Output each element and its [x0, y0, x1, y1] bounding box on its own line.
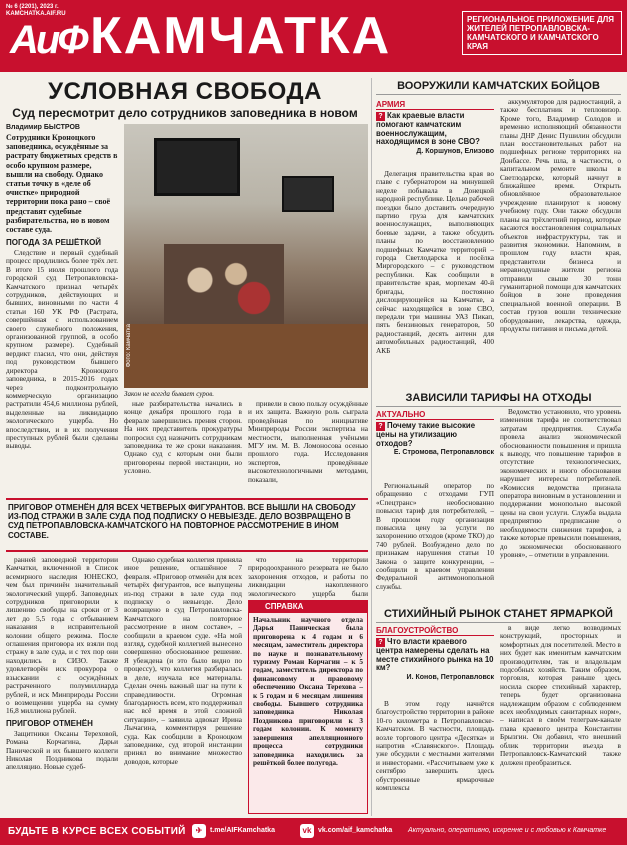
paragraph: Защитники Оксаны Тереховой, Романа Корчагина, Дарьи Панической и их бывшего коллеги Николая Поздникова подали апелляцию. Новые судеб- [6, 728, 118, 772]
footer-tagline: Актуально, оперативно, искренне и с любовью к Камчатке [408, 827, 607, 834]
telegram-link[interactable]: t.me/AIFKamchatka [210, 827, 275, 834]
telegram-icon[interactable]: ✈ [192, 824, 206, 838]
section-head: ПОГОДА ЗА РЕШЁТКОЙ [6, 238, 102, 247]
main-column-1 [6, 235, 118, 495]
tariff-rubric: АКТУАЛЬНО [376, 410, 494, 420]
vk-link[interactable]: vk.com/aif_kamchatka [318, 827, 393, 834]
main-column-3 [248, 400, 368, 498]
question-icon: ? [376, 638, 385, 647]
paragraph: Следствие и первый судебный процесс продлились более трёх лет. В итоге 15 июля прошлого года городской суд Петропавловска-Камчатского признал четырёх сотрудников, действующих и бывших, виновными по части 4 статьи 160 УК РФ (Растрата, совершённая с использованием своего служебного положения, организованной группой, в особо крупном размере). Судебный вердикт гласил, что они, действуя под руководством бывшего директора Кроноцкого заповедника, в 2015-2016 годах через подконтрольную коммерческую организацию растратили 454,6 миллиона рублей, выделенные на ликвидацию экологического ущерба. Но впоследствии, и в их получения преступных рублей были сделаны выводы. [6, 248, 118, 451]
paragraph: Однако судебная коллегия приняла иное решение, оглашённое 7 февраля. «Приговор отменён для всех четырёх фигурантов, все выпущены из-под стражи в зале суда под подписку о невыезде. Дело возвращено в суд Петропавловска-Камчатского на повторное рассмотрение в ином составе», – сообщили в краевом суде. «На мой взгляд, судебной коллегией вынесено совершенно обоснованное решение. Я убеждена (и это было видно по процессу), что коллегия разбиралась в деле, изучала все материалы. Сделан очень важный шаг на пути к справедливости. Огромная благодарность всем, кто поддерживал нас всё время в этой сложной ситуации», – заявила адвокат Ирина Лычагина, комментируя решение суда. Как сообщили в Кроноцком заповеднике, суд второй инстанции принял во внимание множество доводов, которые [124, 556, 242, 766]
tariff-column-2 [500, 408, 621, 604]
newspaper-subtitle: РЕГИОНАЛЬНОЕ ПРИЛОЖЕНИЕ ДЛЯ ЖИТЕЛЕЙ ПЕТРОПАВЛОВСКА-КАМЧАТСКОГО И КАМЧАТСКОГО КРАЯ [462, 11, 622, 55]
main-column-5 [124, 556, 242, 814]
paragraph: Региональный оператор по обращению с отходами ГУП «Спецтранс» необоснованно повысил тариф для потребителей, – В прошлом году организация повысила цену за услуги по захоронению отходов (кроме ТКО) до 740 рублей. Возбуждено дело по признакам нарушения статьи 10 Закона о защите конкуренции, – сообщили в краевом управлении Федеральной антимонопольной службы. [376, 482, 494, 591]
tariff-article-title: ЗАВИСИЛИ ТАРИФЫ НА ОТХОДЫ [376, 392, 621, 407]
main-article-author: Владимир БЫСТРОВ [6, 124, 80, 131]
main-column-4 [6, 556, 118, 814]
market-question: ? Что власти краевого центра намерены сделать на месте стихийного рынка на 10 км? И. Конов, Петропавловск [376, 637, 494, 681]
paragraph: ранней заповедной территории Камчатки, включенной в Список всемирного наследия ЮНЕСКО, чем был причинён значительный экологический ущерб. Заповедных сотрудников приговорили к лишению свободы на сроки от 3 лет до 5,5 года с отбыванием наказания в исправительной колонии общего режима. После оглашения приговора их взяли под стражу в зале суда, и с тех пор они находились в СИЗО. Также удовлетворён иск прокурора о взыскании с осуждённых растраченного полумиллиарда рублей, и иск Минприроды России о возмещении ущерба на сумму 16,8 миллиона рублей. [6, 556, 118, 716]
photo-caption: Закон не всегда бывает суров. [124, 390, 215, 398]
army-rubric: АРМИЯ [376, 100, 494, 110]
main-article-title: УСЛОВНАЯ СВОБОДА [48, 78, 322, 105]
paragraph: Ведомство установило, что уровень изменения тарифа не соответствовал затратам предприятия. Служба провела анализ экономической обоснованности повышения и пришла к выводу, что повышение тарифов в отсутствие технологических, экономических и иного обоснования нарушает интересы потребителей. «Комиссия ведомства признала оператора виновным в установлении и поддержании монопольно высокой цены на свои услуги. Служба выдала предприятию предписание о необходимости снижения тарифов, а также которые превысили повышения, до экономически обоснованного уровня», – отметили в управлении. [500, 408, 621, 559]
paragraph: привели в свою пользу осуждённые и их защита. Важную роль сыграла проведённая по инициативе Минприроды России экспертиза на местности, выполненная учёными МГУ им. М. В. Ломоносова осенью прошлого года. Исследования экспертов, проведённые высокотехнологичными методами, показали, [248, 400, 368, 484]
paragraph: что на территории природоохранного резервата не было захоронения отходов, и работы по ликвидации накопленного экологического ущерба были [248, 556, 368, 598]
question-icon: ? [376, 112, 385, 121]
newspaper-title: КАМЧАТКА [90, 7, 392, 65]
video-screen-secondary [282, 176, 334, 212]
info-box-title: СПРАВКА [249, 601, 367, 613]
question-author: Е. Стромова, Петропавловск [393, 449, 494, 457]
tariff-column-1 [376, 482, 494, 604]
pull-quote: ПРИГОВОР ОТМЕНЁН ДЛЯ ВСЕХ ЧЕТВЕРЫХ ФИГУРАНТОВ. ВСЕ ВЫШЛИ НА СВОБОДУ ИЗ-ПОД СТРАЖИ В ЗАЛЕ СУДА ПОД ПОДПИСКУ О НЕВЫЕЗДЕ. ДЕЛО ВОЗВРАЩЕНО В СУД ПЕТРОПАВЛОВСКА-КАМЧАТСКОГО НА ПОВТОРНОЕ РАССМОТРЕНИЕ В ИНОМ СОСТАВЕ. [6, 498, 368, 552]
main-article-subtitle: Суд пересмотрит дело сотрудников заповедника в новом [12, 106, 358, 120]
paragraph: Делегация правительства края во главе с губернатором на минувшей неделе побывала в Донецкой народной республике. Целью рабочей поездки было доставить очередную партию груза для камчатских военнослужащих, выполняющих боевые задачи, а также обсудить планы по восстановлению подшефных Камчатке территорий – города Светлодарска и посёлка Миргородского – с руководством республики. Как сообщили в правительстве края, морпехам 40-й бригады, постоянно дислоцирующейся на Камчатке, а сейчас находящейся в зоне СВО, передали три машины УАЗ Пикап, пять бензиновых генераторов, 50 радиостанций, десять антенн для автомобильных радиостанций, 400 АКБ [376, 170, 494, 355]
army-article-title: ВООРУЖИЛИ КАМЧАТСКИХ БОЙЦОВ [376, 80, 621, 95]
army-column-1 [376, 170, 494, 388]
paragraph: ные разбирательства начались в конце декабря прошлого года в феврале завершились прения сторон. На них представитель прокуратуры попросил суд назначить сотрудникам заповедника те же сроки наказания. Однако суд с которым они были приговорены первой инстанции, но условно. [124, 400, 242, 476]
main-column-2 [124, 400, 242, 498]
market-rubric: БЛАГОУСТРОЙСТВО [376, 626, 494, 636]
courtroom-photo [124, 124, 368, 388]
photo-credit: Фото: Камчатка [126, 324, 132, 368]
army-column-2 [500, 98, 621, 388]
paragraph: В этом году начнётся благоустройство территории в районе 10-го километра в Петропавловске-Камчатском. В частности, площадь возле торгового центра «Десятка» и напротив «Славянского». Площадь уже обсудили с местными жителями и инвесторами. «Рассчитываем уже к сентябрю завершить здесь обустроенные ярмарочные комплексы [376, 700, 494, 793]
main-article-lead: Сотрудники Кроноцкого заповедника, осуждённые за растрату бюджетных средств в особо крупном размере, вышли на свободу. Однако статьи точку в «деле об очистке» природной территории пока рано – своё представят судебные разбирательства, но в новом составе суда. [6, 133, 118, 235]
army-question: ? Как краевые власти помогают камчатским военнослужащим, находящимся в зоне СВО? Д. Коршунов, Елизово [376, 111, 494, 155]
footer-bar [0, 818, 627, 845]
paragraph: в виде легко возводимых конструкций, просторных и комфортных для посетителей. Место в них будет как именитым камчатским производителям, так и владельцам подсобных хозяйств. Таким образом, торговля, которая раньше здесь носила скорее стихийный характер, теперь будет организована надлежащим образом с соблюдением всех необходимых санитарных норм», – написал в своём телеграм-канале глава краевого центра Константин Брызгин. Он добавил, что внешний облик территории въезда в Петропавловск-Камчатский также должен преобразиться. [500, 624, 621, 767]
aif-logo: АиФ [10, 18, 86, 62]
main-column-6 [248, 556, 368, 598]
paragraph: аккумуляторов для радиостанций, а также бесплатник и тепловизор. Кроме того, Владимир Солодов и временно исполняющий обязанности главы ДНР Денис Пушилин обсудили план восстановительных работ на подшефных регионе территориях на Донбассе. Речь шла, в частности, о капитальном ремонте школы в Светлодарске, который начнут в ближайшее время. Открыть обновлённое образовательное учреждение планируют к новому учебному году. Они также обсудили планы на трёхлетний период, которые касаются восстановления социальных объектов инфраструктуры, так и развития экономики. Напомним, в прошлом году власти края, представители бизнеса и неравнодушные жители региона отправили свыше 30 тонн гуманитарной помощи для камчатских бойцов в зоне проведения специальной военной операции. В состав грузов вошли технические оборудование, лекарства, одежда, продукты питания и письма детей. [500, 98, 621, 333]
issue-number: № 6 (2201), 2023 г. KAMCHATKA.AIF.RU [6, 4, 66, 17]
column-divider [371, 78, 372, 816]
question-author: И. Конов, Петропавловск [406, 673, 494, 681]
question-icon: ? [376, 422, 385, 431]
question-author: Д. Коршунов, Елизово [416, 147, 494, 155]
info-box [248, 600, 368, 814]
info-box-text: Начальник научного отдела Дарья Паническая была приговорена к 4 годам и 6 месяцам, заместитель директора по науке и познавательному туризму Роман Корчагин – к 5 годам, заместитель директора по финансовому и правовому обеспечению Оксана Терехова – к 5 годам и 6 месяцам лишения свободы. Бывшего сотрудника заповедника Николая Поздникова приговорили к 3 годам колонии. К моменту завершения апелляционного процесса сотрудники заповедника находились за решёткой более полугода. [253, 615, 363, 767]
section-head: ПРИГОВОР ОТМЕНЁН [6, 718, 93, 728]
footer-slogan: БУДЬТЕ В КУРСЕ ВСЕХ СОБЫТИЙ [8, 826, 186, 837]
market-column-1 [376, 700, 494, 814]
court-desk [124, 324, 368, 388]
video-screen [154, 138, 240, 196]
market-article-title: СТИХИЙНЫЙ РЫНОК СТАНЕТ ЯРМАРКОЙ [376, 608, 621, 623]
vk-icon[interactable]: vk [300, 824, 314, 838]
market-column-2 [500, 624, 621, 814]
tariff-question: ? Почему такие высокие цены на утилизацию отходов? Е. Стромова, Петропавловск [376, 421, 494, 457]
masthead [0, 0, 627, 72]
